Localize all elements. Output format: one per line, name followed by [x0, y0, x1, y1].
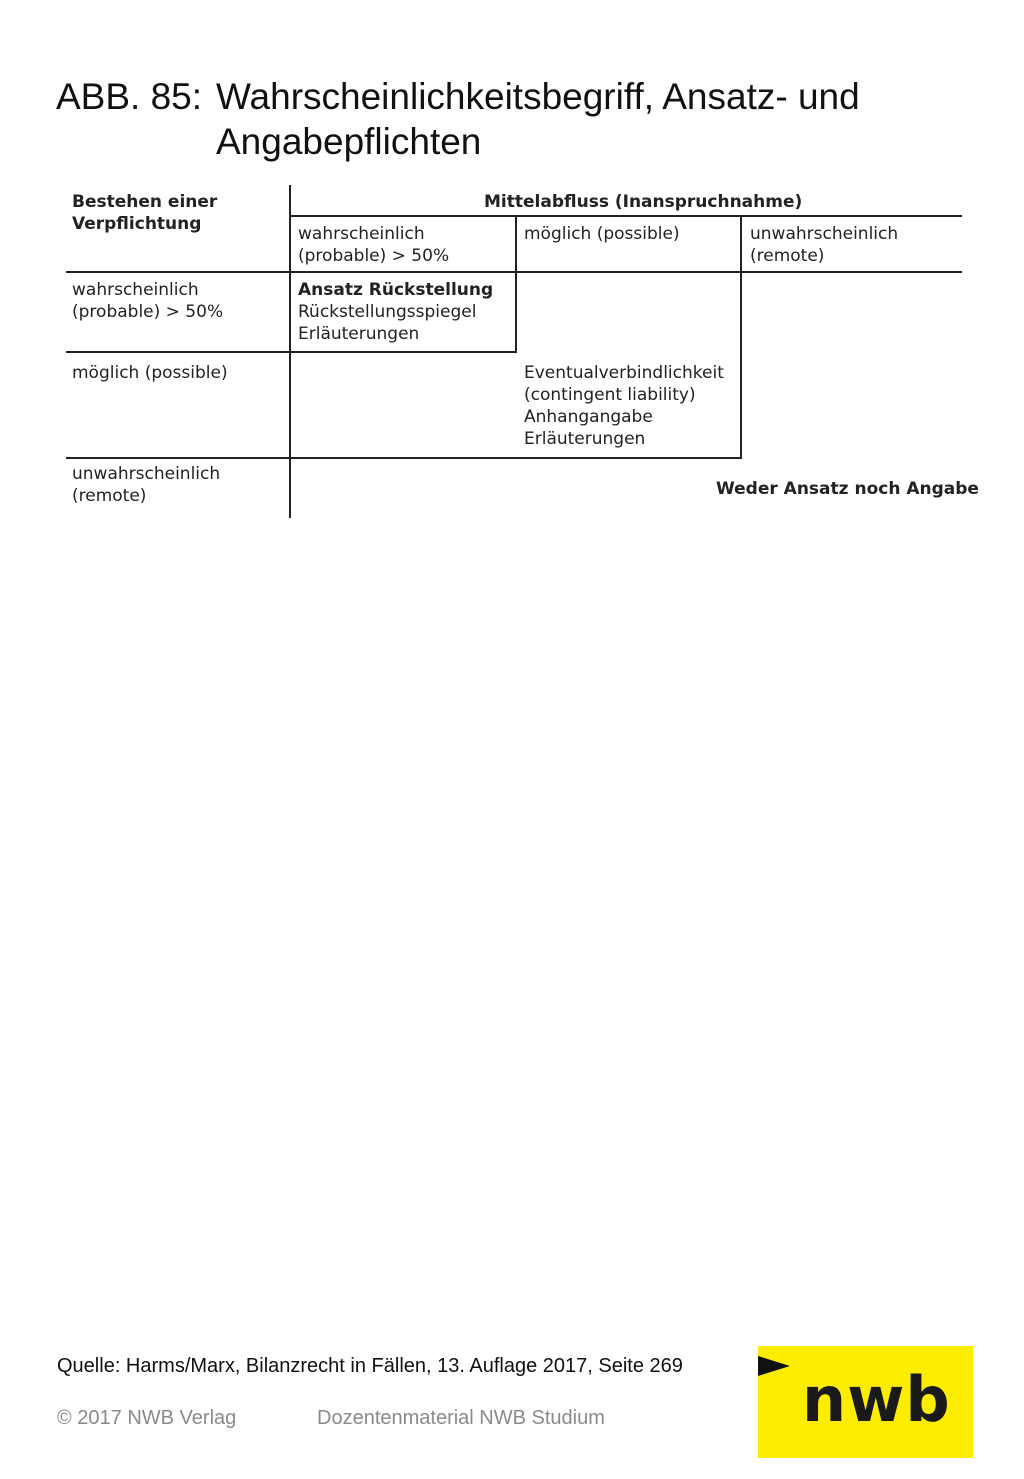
footer-material: Dozentenmaterial NWB Studium [317, 1407, 605, 1429]
contingent-box-right [740, 273, 742, 459]
row-rule-2 [66, 457, 742, 459]
page-title-line-1: Wahrscheinlichkeitsbegriff, Ansatz- und [216, 76, 860, 117]
row-rule-1 [66, 351, 517, 353]
provision-cell: Ansatz Rückstellung Rückstellungsspiegel Erläuterungen [298, 280, 494, 344]
logo-text: nwb [802, 1363, 951, 1436]
column-label-remote: unwahrscheinlich (remote) [750, 224, 899, 266]
contingent-liability-cell: Eventualverbindlichkeit (contingent liability) Anhangangabe Erläuterungen [524, 363, 724, 449]
figure-number: ABB. 85: [56, 76, 203, 117]
nwb-logo [758, 1346, 973, 1458]
row-header: Bestehen einer Verpflichtung [72, 192, 218, 234]
row-label-probable: wahrscheinlich (probable) > 50% [72, 280, 224, 322]
source-citation: Quelle: Harms/Marx, Bilanzrecht in Fällen, 13. Auflage 2017, Seite 269 [57, 1355, 683, 1377]
column-divider-2 [740, 217, 742, 273]
provision-box-right [515, 273, 517, 353]
column-label-possible: möglich (possible) [524, 224, 680, 244]
column-label-probable: wahrscheinlich (probable) > 50% [298, 224, 450, 266]
footer-copyright: © 2017 NWB Verlag [57, 1407, 237, 1429]
column-divider-1 [515, 217, 517, 273]
arrow-icon [758, 1356, 790, 1376]
header-rule [289, 215, 962, 217]
column-header-rule [66, 271, 962, 273]
row-label-remote: unwahrscheinlich (remote) [72, 464, 221, 506]
neither-cell: Weder Ansatz noch Angabe [716, 479, 979, 499]
probability-matrix [0, 0, 1024, 540]
page-title-line-2: Angabepflichten [216, 121, 482, 162]
column-header: Mittelabfluss (Inanspruchnahme) [484, 192, 803, 212]
row-label-possible: möglich (possible) [72, 363, 228, 383]
